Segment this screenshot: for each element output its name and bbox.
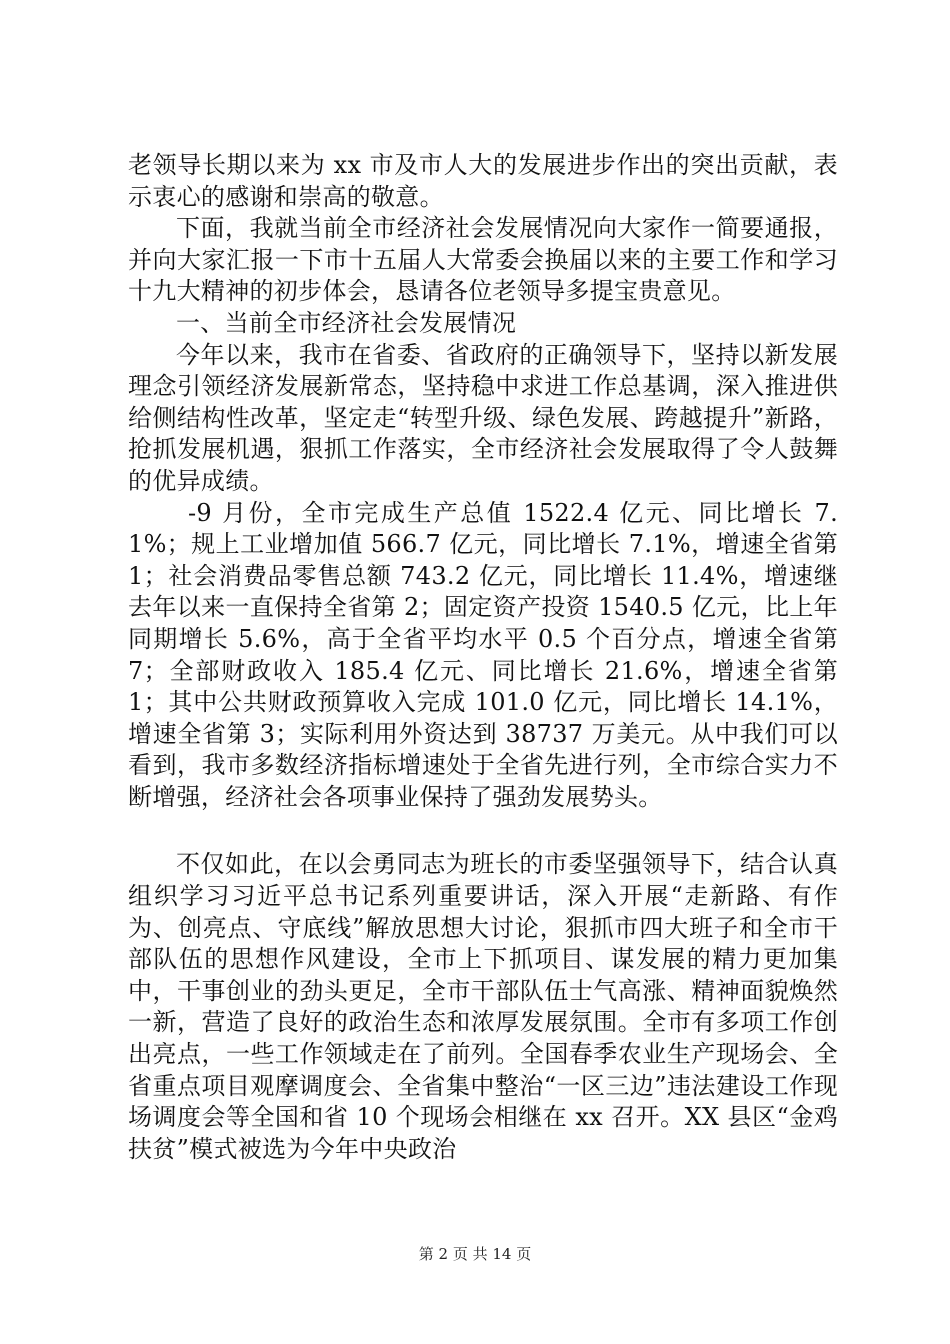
- paragraph-continuation: 老领导长期以来为 xx 市及市人大的发展进步作出的突出贡献，表示衷心的感谢和崇高的敬意。: [128, 151, 838, 211]
- document-body: [128, 150, 838, 1165]
- paragraph-intro: 下面，我就当前全市经济社会发展情况向大家作一简要通报，并向大家汇报一下市十五届人大常委会换届以来的主要工作和学习十九大精神的初步体会，恳请各位老领导多提宝贵意见。: [128, 214, 838, 306]
- section-heading: 一、当前全市经济社会发展情况: [176, 308, 517, 337]
- paragraph-achievements: 不仅如此，在以会勇同志为班长的市委坚强领导下，结合认真组织学习习近平总书记系列重要讲话，深入开展“走新路、有作为、创亮点、守底线”解放思想大讨论，狠抓市四大班子和全市干部队伍的思想作风建设，全市上下抓项目、谋发展的精力更加集中，干事创业的劲头更足，全市干部队伍士气高涨、精神面貌焕然一新，营造了良好的政治生态和浓厚发展氛围。全市有多项工作创出亮点，一些工作领域走在了前列。全国春季农业生产现场会、全省重点项目观摩调度会、全省集中整治“一区三边”违法建设工作现场调度会等全国和省 10 个现场会相继在 xx 召开。XX 县区“金鸡扶贫”模式被选为今年中央政治: [128, 850, 838, 1163]
- paragraph-overview: 今年以来，我市在省委、省政府的正确领导下，坚持以新发展理念引领经济发展新常态，坚持稳中求进工作总基调，深入推进供给侧结构性改革，坚定走“转型升级、绿色发展、跨越提升”新路，抢抓发展机遇，狠抓工作落实，全市经济社会发展取得了令人鼓舞的优异成绩。: [128, 340, 838, 495]
- page-number-footer: 第 2 页 共 14 页: [418, 1245, 532, 1263]
- paragraph-statistics: -9 月份，全市完成生产总值 1522.4 亿元、同比增长 7.1%；规上工业增加值 566.7 亿元，同比增长 7.1%，增速全省第 1；社会消费品零售总额 743.2 亿元，同比增长 11.4%，增速继去年以来一直保持全省第 2；固定资产投资 1540.5 亿元，比上年同期增长 5.6%，高于全省平均水平 0.5 个百分点，增速全省第 7；全部财政收入 185.4 亿元、同比增长 21.6%，增速全省第 1；其中公共财政预算收入完成 101.0 亿元，同比增长 14.1%，增速全省第 3；实际利用外资达到 38737 万美元。从中我们可以看到，我市多数经济指标增速处于全省先进行列，全市综合实力不断增强，经济社会各项事业保持了强劲发展势头。: [128, 498, 838, 811]
